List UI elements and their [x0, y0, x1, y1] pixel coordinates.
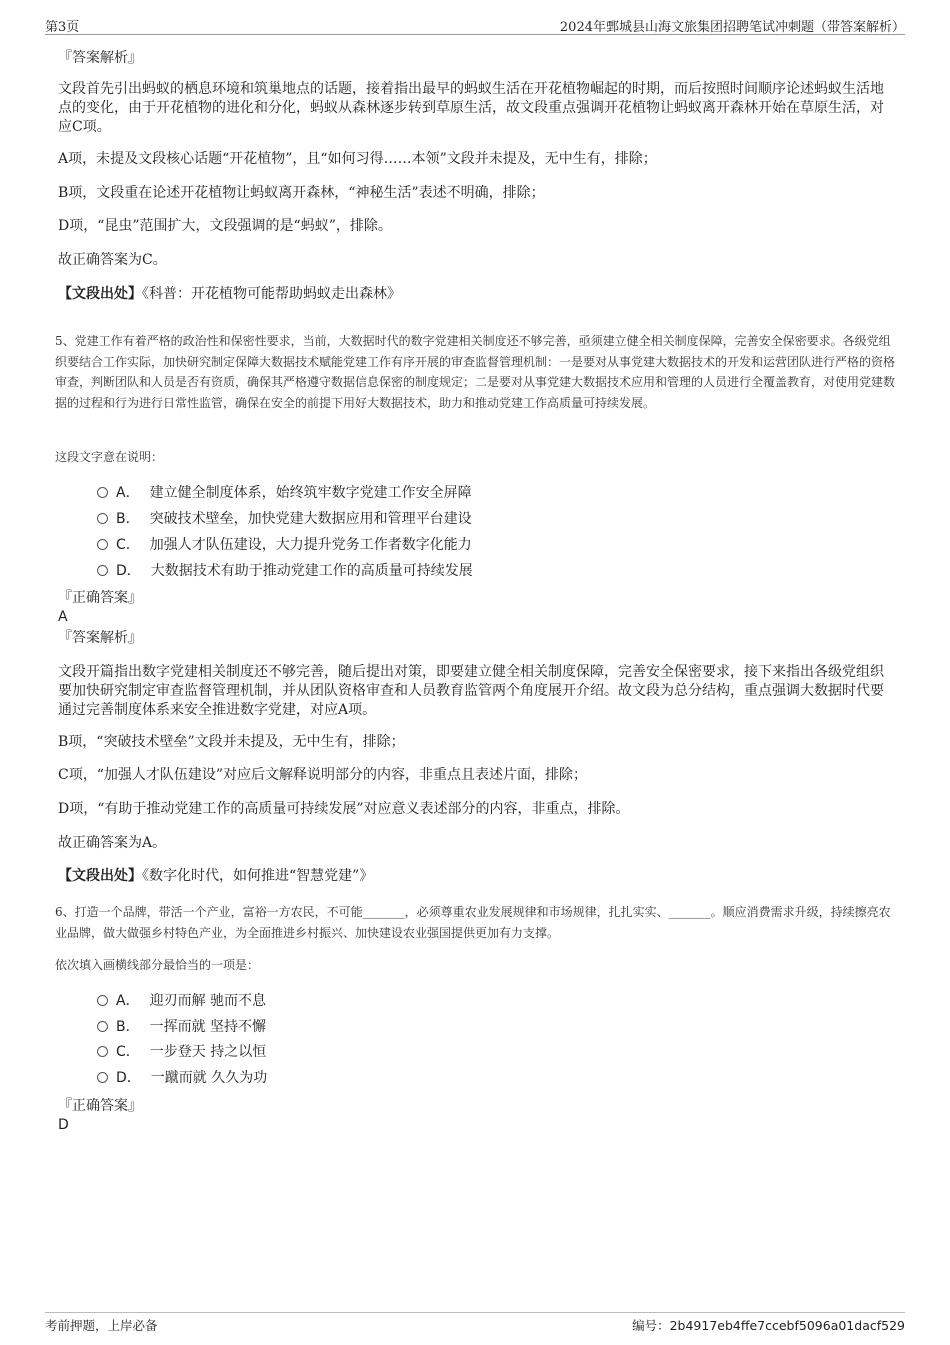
q5-option-b-note: B项，“突破技术壁垒”文段并未提及，无中生有，排除； [58, 734, 405, 750]
page-header [45, 14, 905, 35]
q6-option-d[interactable]: D． 一蹴而就 久久为功 [97, 1068, 267, 1088]
radio-icon[interactable] [97, 513, 108, 524]
q6-option-a[interactable]: A． 迎刃而解 驰而不息 [97, 991, 266, 1011]
radio-icon[interactable] [97, 539, 108, 550]
q4-analysis-label: 『答案解析』 [58, 50, 142, 66]
q5-analysis-text: 文段开篇指出数字党建相关制度还不够完善，随后提出对策，即要建立健全相关制度保障，完善安全保密要求，接下来指出各级党组织要加快研究制定审查监督管理机制，并从团队资格审查和人员教育监管两个角度展开介绍。故文段为总分结构，重点强调大数据时代要通过完善制度体系来安全推进数字党建，对应A项。 [58, 664, 884, 718]
page-footer [45, 1312, 905, 1335]
radio-icon[interactable] [97, 487, 108, 498]
q5-option-c[interactable]: C． 加强人才队伍建设，大力提升党务工作者数字化能力 [97, 535, 472, 555]
q5-source [58, 867, 890, 886]
q4-option-b-note: B项，文段重在论述开花植物让蚂蚁离开森林，“神秘生活”表述不明确，排除； [58, 185, 545, 201]
q4-option-d-note: D项，“昆虫”范围扩大，文段强调的是“蚂蚁”，排除。 [58, 218, 392, 234]
q5-option-b[interactable]: B． 突破技术壁垒，加快党建大数据应用和管理平台建设 [97, 509, 472, 529]
q6-option-c[interactable]: C． 一步登天 持之以恒 [97, 1042, 266, 1062]
q4-analysis-text: 文段首先引出蚂蚁的栖息环境和筑巢地点的话题，接着指出最早的蚂蚁生活在开花植物崛起的时期，而后按照时间顺序论述蚂蚁生活地点的变化，由于开花植物的进化和分化，蚂蚁从森林逐步转到草原生活，故文段重点强调开花植物让蚂蚁离开森林开始在草原生活，对应C项。 [58, 81, 884, 135]
q4-source-text: 《科普：开花植物可能帮助蚂蚁走出森林》 [142, 286, 401, 302]
q4-source-label: 【文段出处】 [58, 286, 142, 302]
q6-answer: D [58, 1117, 69, 1133]
page-number: 第3页 [45, 20, 80, 35]
q5-option-d[interactable]: D． 大数据技术有助于推动党建工作的高质量可持续发展 [97, 561, 473, 581]
document-title: 2024年鄄城县山海文旅集团招聘笔试冲刺题（带答案解析） [559, 20, 905, 35]
q5-option-c-note: C项，“加强人才队伍建设”对应后文解释说明部分的内容，非重点且表述片面，排除； [58, 767, 588, 783]
q5-conclusion: 故正确答案为A。 [58, 835, 167, 851]
q5-answer: A [58, 609, 68, 625]
q6-answer-label: 『正确答案』 [58, 1098, 142, 1114]
radio-icon[interactable] [97, 995, 108, 1006]
document-id: 编号：2b4917eb4ffe7ccebf5096a01dacf529 [632, 1318, 905, 1333]
q4-conclusion: 故正确答案为C。 [58, 252, 167, 268]
radio-icon[interactable] [97, 1021, 108, 1032]
q5-answer-label: 『正确答案』 [58, 590, 142, 606]
q5-question: 这段文字意在说明： [55, 450, 164, 464]
q5-option-d-note: D项，“有助于推动党建工作的高质量可持续发展”对应意义表述部分的内容，非重点，排除。 [58, 801, 630, 817]
q5-analysis-label: 『答案解析』 [58, 630, 142, 646]
radio-icon[interactable] [97, 565, 108, 576]
q4-option-a-note: A项，未提及文段核心话题“开花植物”，且“如何习得……本领”文段并未提及，无中生有，排除； [58, 151, 657, 167]
radio-icon[interactable] [97, 1072, 108, 1083]
q5-option-a[interactable]: A． 建立健全制度体系，始终筑牢数字党建工作安全屏障 [97, 483, 472, 503]
q4-source [58, 285, 890, 304]
q6-question: 依次填入画横线部分最恰当的一项是： [55, 958, 260, 972]
radio-icon[interactable] [97, 1046, 108, 1057]
footer-slogan: 考前押题，上岸必备 [45, 1318, 158, 1333]
q5-stem: 5、党建工作有着严格的政治性和保密性要求，当前，大数据时代的数字党建相关制度还不够完善，亟须建立健全相关制度保障，完善安全保密要求。各级党组织要结合工作实际，加快研究制定保障大数据技术赋能党建工作有序开展的审查监督管理机制：一是要对从事党建大数据技术的开发和运营团队进行严格的资格审查，判断团队和人员是否有资质，确保其严格遵守数据信息保密的制度规定；二是要对从事党建大数据技术应用和管理的人员进行全覆盖教育，对使用党建数据的过程和行为进行日常性监管，确保在安全的前提下用好大数据技术，助力和推动党建工作高质量可持续发展。 [55, 334, 896, 410]
q6-option-b[interactable]: B． 一挥而就 坚持不懈 [97, 1017, 266, 1037]
q6-stem: 6、打造一个品牌，带活一个产业，富裕一方农民，不可能_______，必须尊重农业发展规律和市场规律，扎扎实实、_______。顺应消费需求升级，持续擦亮农业品牌，做大做强乡村特色产业，为全面推进乡村振兴、加快建设农业强国提供更加有力支撑。 [55, 905, 891, 940]
q5-source-text: 《数字化时代，如何推进“智慧党建”》 [142, 868, 374, 884]
q5-source-label: 【文段出处】 [58, 868, 142, 884]
